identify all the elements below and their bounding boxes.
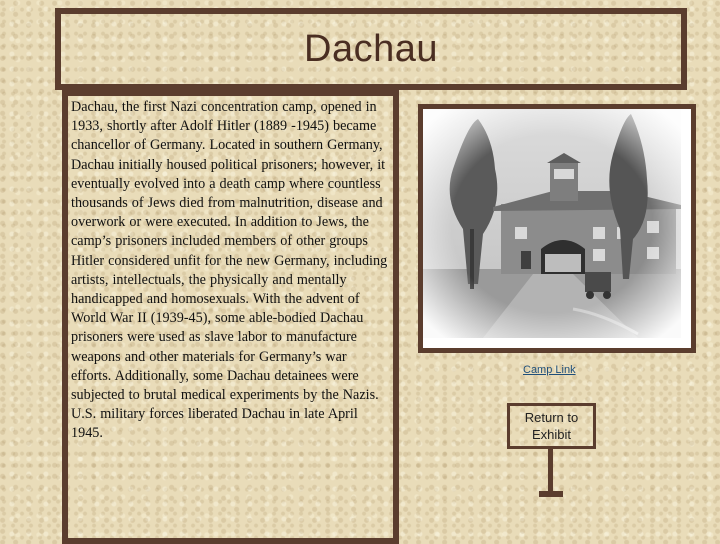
signpost-stem [548,446,553,493]
title-box [55,8,687,90]
camp-link[interactable]: Camp Link [523,364,576,376]
text-panel [62,90,399,544]
page-title: Dachau [304,27,438,70]
signpost-base [539,491,563,497]
return-button-label: Return to Exhibit [524,410,579,442]
return-to-exhibit-button[interactable] [507,403,596,449]
gatehouse-photo-image [423,109,681,338]
camp-photo [418,104,696,353]
body-text: Dachau, the first Nazi concentration camp, opened in 1933, shortly after Adolf Hitler (1889 -1945) became chancellor of Germany. Located in southern Germany, Dachau initially housed political prisoners; however, it eventually evolved into a death camp where countless thousands of Jews died from malnutrition, disease and overwork or were executed. In addition to Jews, the camp’s prisoners included members of other groups Hitler considered unfit for the new Germany, including artists, intellectuals, the physically and mentally handicapped and homosexuals. With the advent of World War II (1939-45), some able-bodied Dachau prisoners were used as slave labor to manufacture weapons and other materials for Germany’s war efforts. Additionally, some Dachau detainees were subjected to brutal medical experiments by the Nazis. U.S. military forces liberated Dachau in late April 1945. [71,99,388,442]
